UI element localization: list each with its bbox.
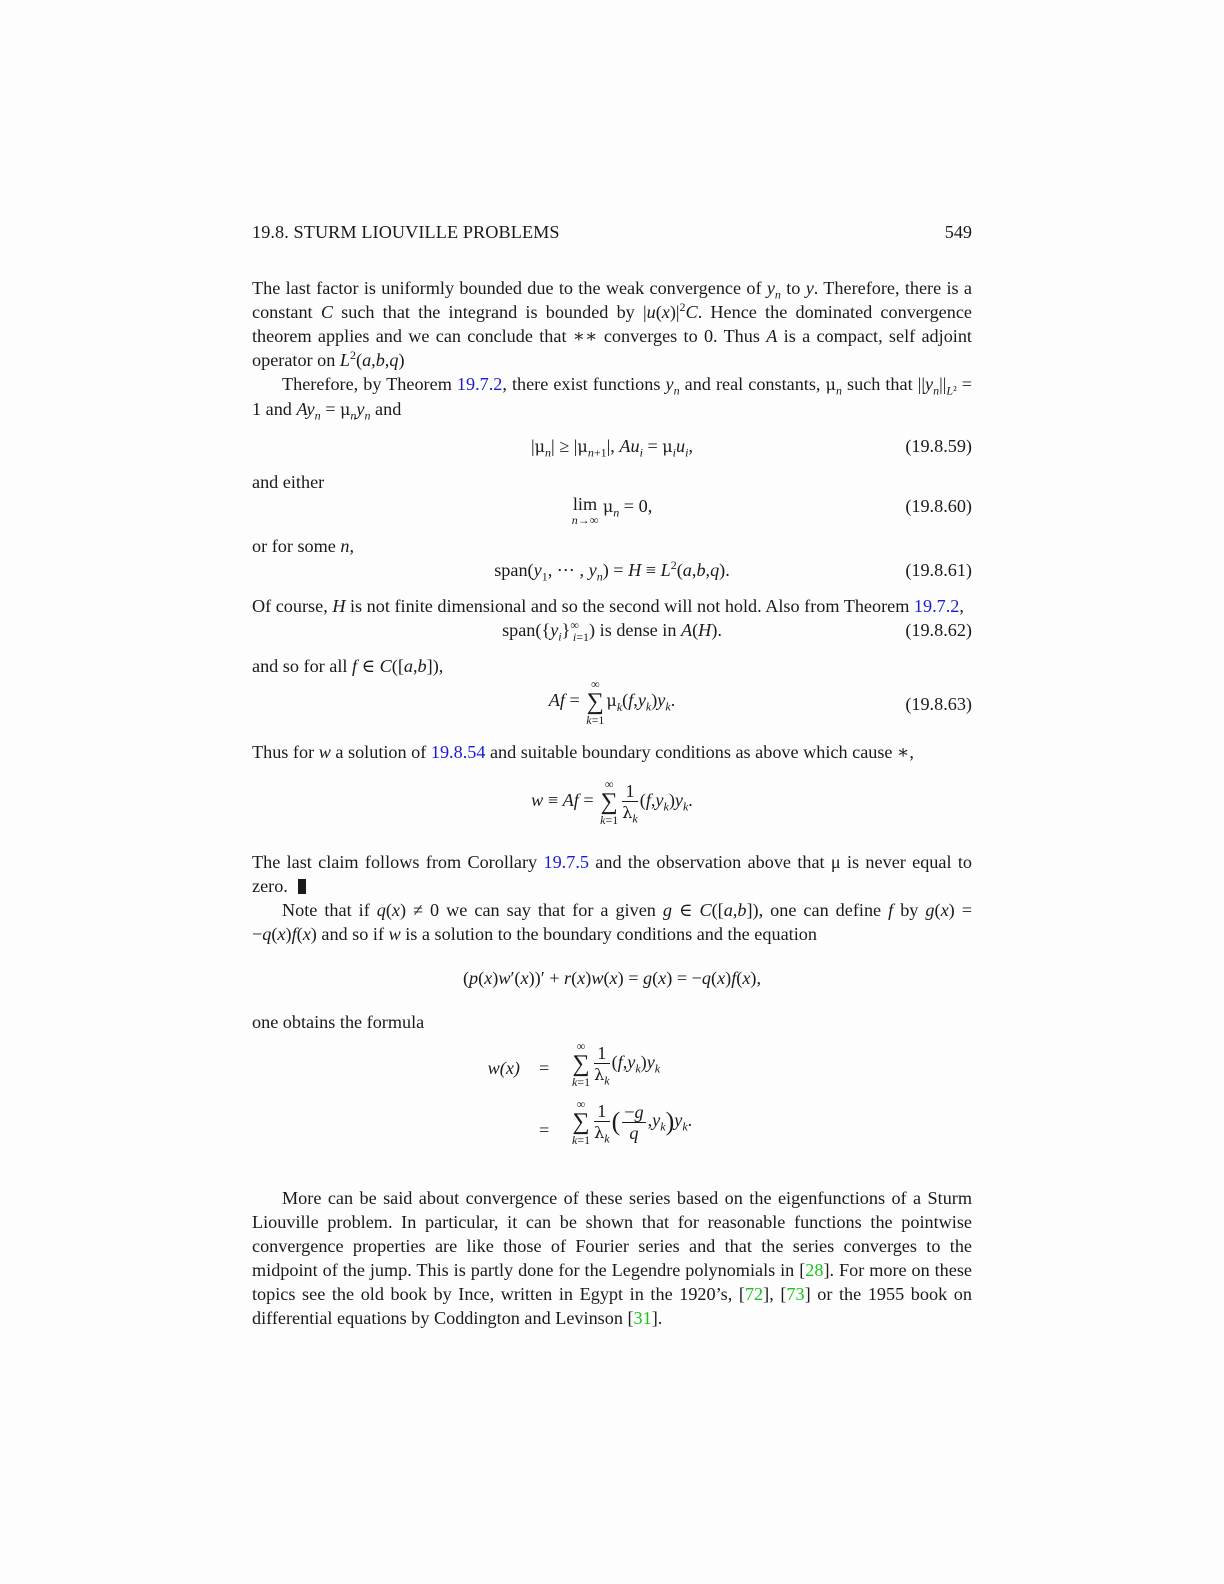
equation-number: (19.8.63): [905, 694, 972, 714]
paragraph-more-convergence: More can be said about convergence of these series based on the eigenfunctions of a Sturm Liouville problem. In particular, it can be shown that for reasonable functions the pointwise convergence properties are like those of Fourier series and that the series converges to the midpoint of the jump. This is partly done for the Legendre polynomials in [28]. For more on these topics see the old book by Ince, written in Egypt in the 1920’s, [72], [73] or the 1955 book on differential equations by Coddington and Levinson [31].: [252, 1188, 973, 1328]
equation-19-8-62: $span(\{y_i\}^\infty_{i=1})$ is dense in A(H). (19.8.62): [502, 617, 972, 644]
equation-number: (19.8.60): [905, 496, 972, 516]
equation-number: (19.8.59): [905, 436, 972, 456]
paragraph-weak-convergence: The last factor is uniformly bounded due to the weak convergence of $y_n$ to y. Therefore, there is a constant C such that the integrand is bounded by $|u(x)|^2C$. Hence the dominated convergence theorem applies and we can conclude that ∗∗ converges to 0. Thus A is a compact, self adjoint operator on $L^2(a,b,q)$: [252, 278, 972, 370]
paragraph-not-finite: Of course, H is not finite dimensional and so the second will not hold. Also from Theorem 19.7.2,: [252, 596, 964, 616]
page-number: 549: [944, 222, 972, 242]
section-title: 19.8. STURM LIOUVILLE PROBLEMS: [252, 222, 560, 242]
paragraph-note: Note that if q(x) ≠ 0 we can say that for a given g ∈ C([a,b]), one can define f by g(x) = −q(x)f(x) and so if w is a solution to the boundary conditions and the equation: [252, 900, 972, 944]
equation-19-8-60: lim n→∞ $\mu_n = 0$, (19.8.60): [571, 494, 972, 527]
text-or-for-some: or for some n,: [252, 536, 355, 556]
equation-19-8-59: $|\mu_n| \ge |\mu_{n+1}|$, $Au_i = \mu_iu_i$, (19.8.59): [530, 436, 972, 460]
equation-formula: w(x) = ∞ ∑ k=1 $\frac{1}{\lambda_k}$ $(f,y_k)y_k$ = ∞ ∑ k=1 $\frac{1}{\lambda_k}$ ( $\frac{-g}{q}$ $,y_k)y_k$.: [487, 1039, 693, 1147]
text-thus-for: Thus for w a solution of 19.8.54 and suitable boundary conditions as above which cause ∗,: [252, 742, 914, 762]
citation-link[interactable]: 73: [786, 1284, 805, 1304]
theorem-link[interactable]: 19.7.2: [456, 374, 503, 394]
text-and-so-for-all: and so for all f ∈ C([a,b]),: [252, 656, 444, 676]
theorem-link[interactable]: 19.7.2: [913, 596, 960, 616]
paragraph-corollary: The last claim follows from Corollary 19.7.5 and the observation above that μ is never equal to zero.: [252, 852, 972, 896]
equation-link[interactable]: 19.8.54: [430, 742, 486, 762]
equation-19-8-63: Af = ∞ ∑ k=1 $\mu_k(f,y_k)y_k$. (19.8.63): [548, 677, 972, 727]
text-one-obtains: one obtains the formula: [252, 1012, 425, 1032]
running-head: [252, 222, 972, 246]
equation-w-af: w ≡ Af = ∞ ∑ k=1 $\frac{1}{\lambda_k}$ $(f,y_k)y_k$.: [531, 777, 693, 827]
citation-link[interactable]: 72: [744, 1284, 764, 1304]
citation-link[interactable]: 28: [805, 1260, 824, 1280]
citation-link[interactable]: 31: [633, 1308, 652, 1328]
equation-sturm-liouville: (p(x)w′(x))′ + r(x)w(x) = g(x) = −q(x)f(x),: [462, 968, 762, 988]
equation-number: (19.8.61): [905, 560, 972, 580]
text-and-either: and either: [252, 472, 325, 492]
qed-symbol: [298, 879, 306, 894]
paragraph-theorem: Therefore, by Theorem 19.7.2, there exist functions $y_n$ and real constants, $\mu_n$ such that $||y_n||_{L^2} = 1$ and $Ay_n = \mu_ny_n$ and: [252, 374, 972, 423]
equation-19-8-61: $span(y_1$, ⋯ , $y_n) = H \equiv L^2(a,b,q)$. (19.8.61): [494, 557, 972, 584]
corollary-link[interactable]: 19.7.5: [543, 852, 589, 872]
equation-number: (19.8.62): [905, 620, 972, 640]
